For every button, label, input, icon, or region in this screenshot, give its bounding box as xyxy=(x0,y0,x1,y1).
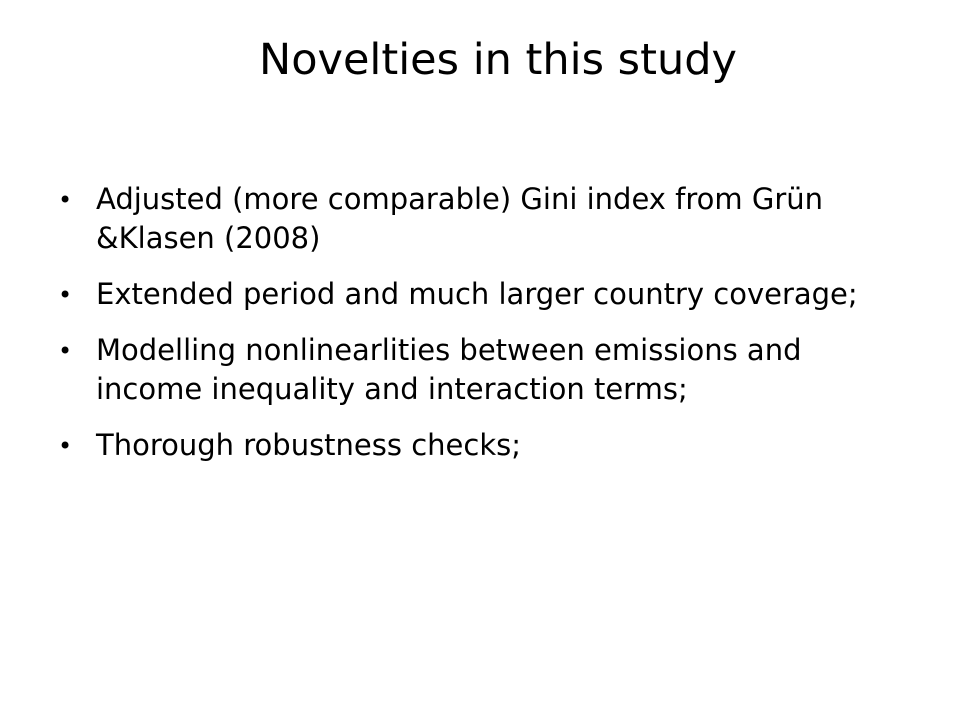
bullet-icon: • xyxy=(58,186,73,214)
bullet-icon: • xyxy=(58,432,73,460)
bullet-text: Extended period and much larger country coverage; xyxy=(96,277,858,311)
bullet-list xyxy=(58,180,878,482)
bullet-text: Thorough robustness checks; xyxy=(96,428,521,462)
bullet-item-4 xyxy=(58,426,878,465)
bullet-icon: • xyxy=(58,337,73,365)
slide-title: Novelties in this study xyxy=(259,35,737,85)
bullet-text: Modelling nonlinearlities between emissions and income inequality and interaction terms; xyxy=(96,333,802,406)
bullet-item-3 xyxy=(58,331,878,409)
title-container xyxy=(0,34,960,86)
bullet-item-1 xyxy=(58,180,878,258)
bullet-item-2 xyxy=(58,275,878,314)
bullet-icon: • xyxy=(58,281,73,309)
bullet-text: Adjusted (more comparable) Gini index from Grün &Klasen (2008) xyxy=(96,182,824,255)
